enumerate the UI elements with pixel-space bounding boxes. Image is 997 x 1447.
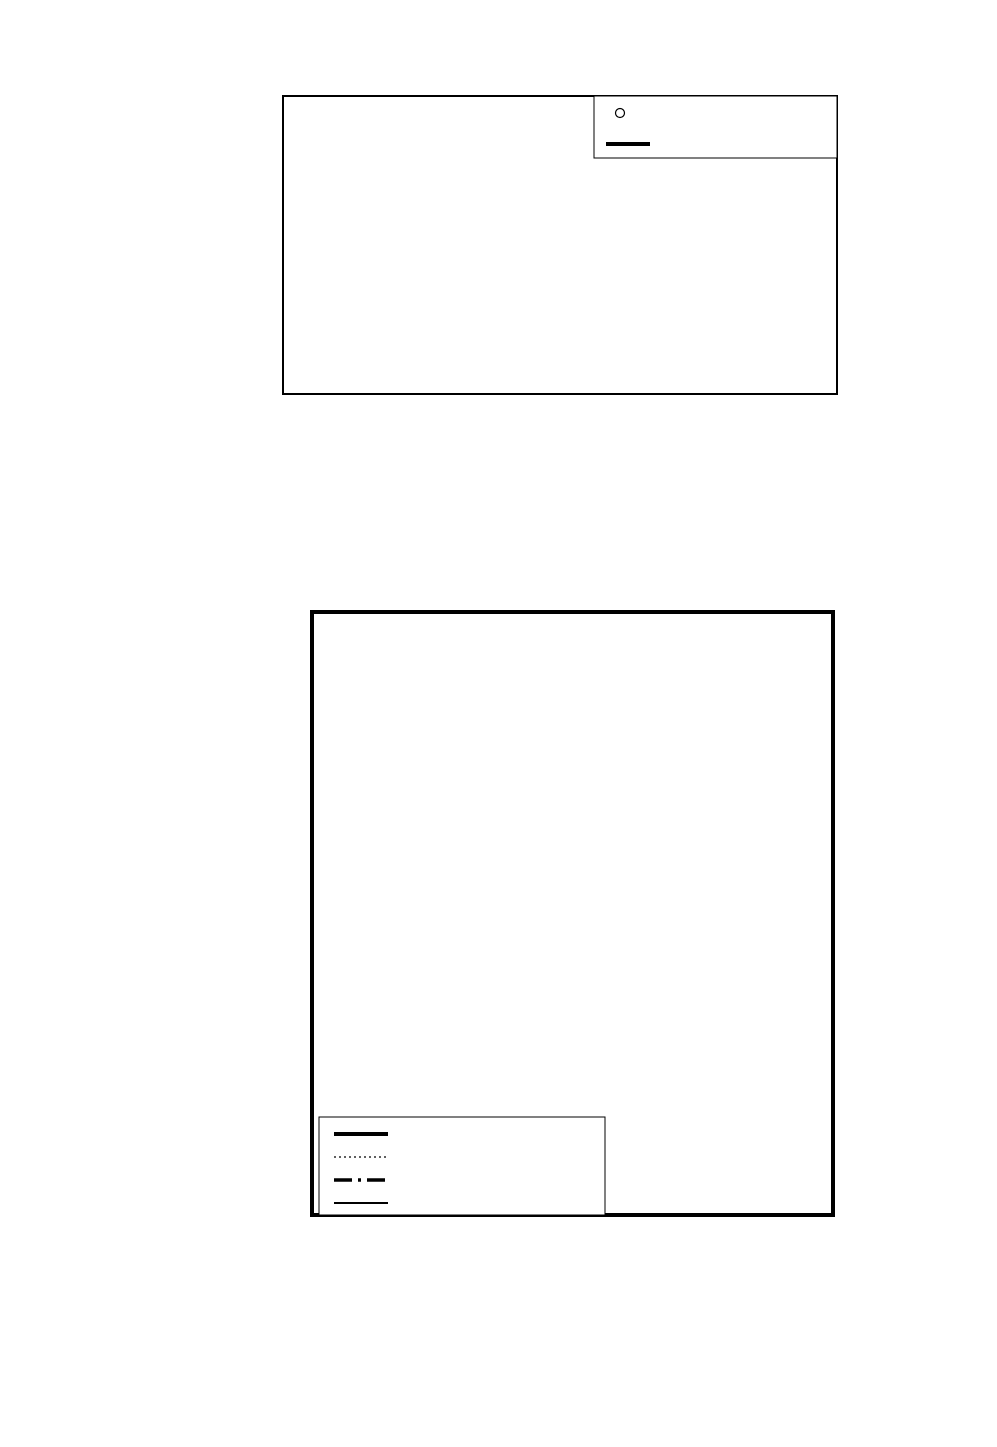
bottom-legend-box — [319, 1117, 605, 1215]
bottom-legend — [319, 1117, 605, 1215]
top-legend-box — [594, 96, 837, 158]
legend-circle-marker — [616, 109, 625, 118]
phase-velocity-chart — [283, 96, 837, 394]
vs-profile-chart — [312, 612, 833, 1215]
top-legend — [594, 96, 837, 158]
